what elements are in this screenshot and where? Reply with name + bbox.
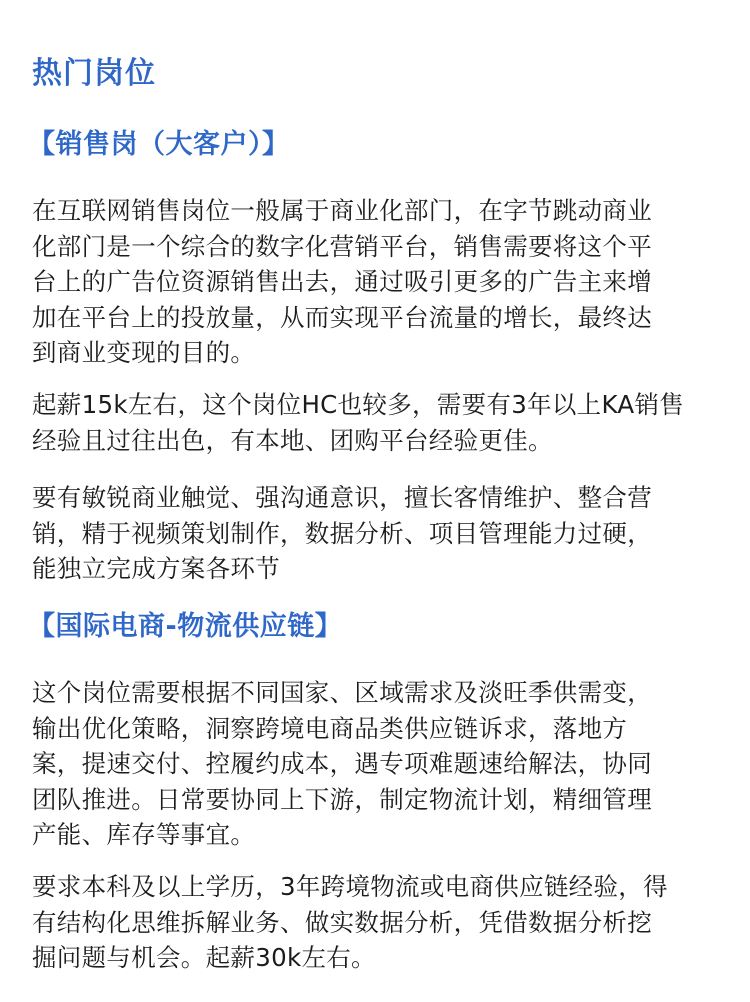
sales-paragraph-description: 在互联网销售岗位一般属于商业化部门，在字节跳动商业 化部门是一个综合的数字化营销平台，销售需要将这个平 台上的广告位资源销售出去，通过吸引更多的广告主来增 加在平台上的投放量，从而实现平台流量的增长，最终达 到商业变现的目的。 xyxy=(32,196,652,367)
section-heading-ecommerce-logistics: 【国际电商-物流供应链】 xyxy=(28,611,343,642)
ecommerce-paragraph-requirements: 要求本科及以上学历，3年跨境物流或电商供应链经验，得 有结构化思维拆解业务、做实数据分析，凭借数据分析挖 掘问题与机会。起薪30k左右。 xyxy=(32,872,668,972)
sales-paragraph-salary: 起薪15k左右，这个岗位HC也较多，需要有3年以上KA销售 经验且过往出色，有本地、团购平台经验更佳。 xyxy=(32,390,685,455)
page-title: 热门岗位 xyxy=(32,56,156,91)
section-heading-sales: 【销售岗（大客户）】 xyxy=(28,129,290,160)
sales-paragraph-skills: 要有敏锐商业触觉、强沟通意识，擅长客情维护、整合营 销，精于视频策划制作，数据分析、项目管理能力过硬， 能独立完成方案各环节 xyxy=(32,483,652,583)
ecommerce-paragraph-description: 这个岗位需要根据不同国家、区域需求及淡旺季供需变， 输出优化策略，洞察跨境电商品类供应链诉求，落地方 案，提速交付、控履约成本，遇专项难题速给解法，协同 团队推进。日常要协同上下游，制定物流计划，精细管理 产能、库存等事宜。 xyxy=(32,678,652,849)
